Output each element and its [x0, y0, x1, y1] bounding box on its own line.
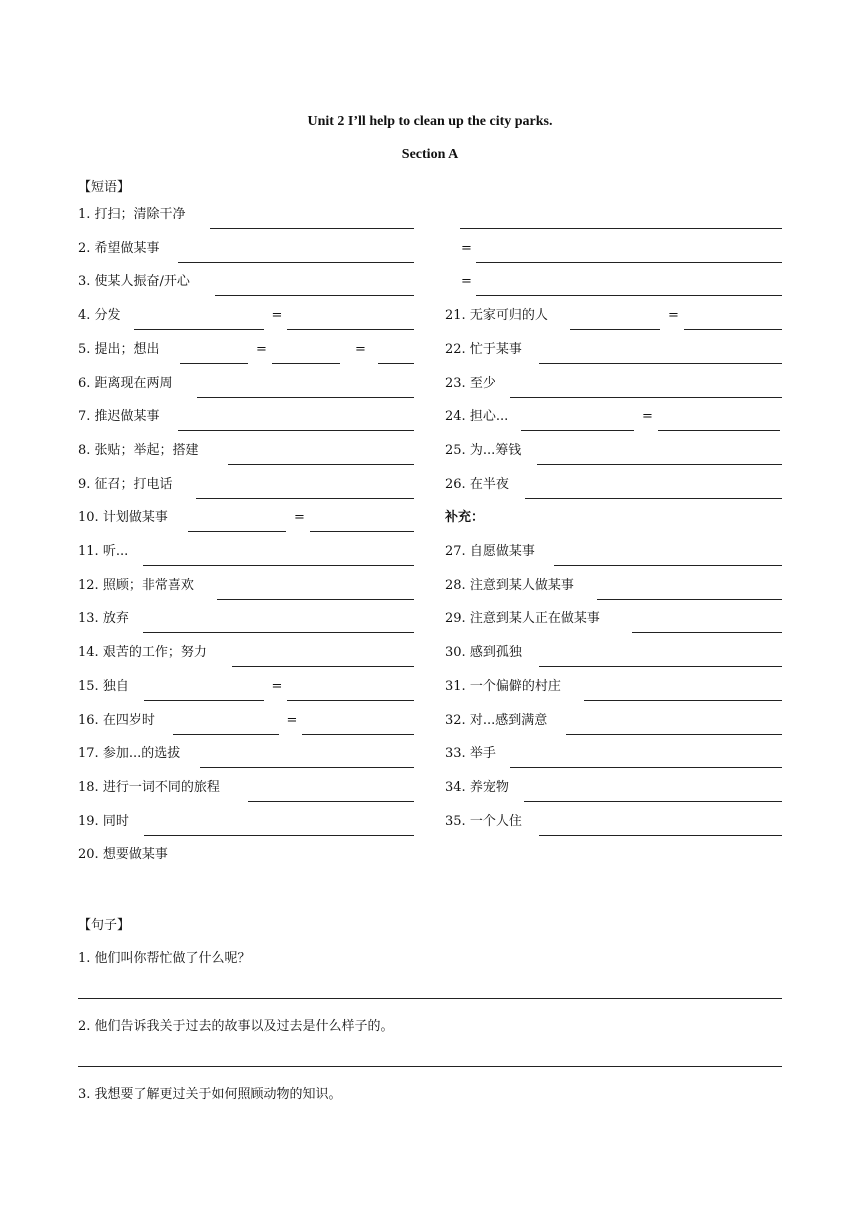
- answer-blank[interactable]: [287, 329, 414, 330]
- item-number: 29.: [445, 611, 466, 627]
- sentence-number: 2.: [78, 1019, 91, 1034]
- item-text: 分发: [90, 308, 121, 324]
- sentence-text: 他们叫你帮忙做了什么呢？: [94, 951, 251, 966]
- item-text: 张贴；举起；搭建: [90, 442, 199, 458]
- item-number: 22.: [445, 341, 466, 357]
- sentence-number: 1.: [78, 951, 91, 966]
- right-phrase-27: [445, 543, 535, 561]
- item-text: 放弃: [98, 611, 129, 627]
- left-phrase-13: [78, 610, 129, 628]
- item-number: 28.: [445, 577, 466, 593]
- right-phrase-25: [445, 442, 521, 460]
- sentence-text: 我想要了解更过关于如何照顾动物的知识。: [94, 1087, 342, 1102]
- left-phrase-20: [78, 846, 168, 864]
- item-text: 养宠物: [465, 779, 509, 795]
- item-number: 35.: [445, 813, 466, 829]
- answer-blank[interactable]: [272, 363, 340, 364]
- item-text: 无家可归的人: [465, 308, 548, 324]
- answer-blank[interactable]: [539, 363, 782, 364]
- answer-blank[interactable]: [248, 801, 414, 802]
- answer-blank[interactable]: [143, 632, 414, 633]
- answer-blank[interactable]: [658, 430, 780, 431]
- item-number: 14.: [78, 645, 99, 661]
- item-text: 同时: [98, 813, 129, 829]
- left-phrase-3: [78, 273, 190, 291]
- equals-sign: =: [461, 274, 472, 290]
- item-number: 32.: [445, 712, 466, 728]
- item-text: 忙于某事: [465, 341, 522, 357]
- left-phrase-5: [78, 341, 160, 359]
- page-title: Unit 2 I’ll help to clean up the city parks.: [307, 114, 553, 129]
- right-phrase-21: [445, 307, 548, 325]
- left-phrase-8: [78, 442, 199, 460]
- item-text: 担心...: [465, 409, 509, 425]
- item-number: 4.: [78, 308, 91, 324]
- answer-blank[interactable]: [178, 262, 414, 263]
- answer-blank[interactable]: [521, 430, 634, 431]
- item-text: 自愿做某事: [465, 544, 535, 559]
- item-text: 距离现在两周: [90, 375, 173, 391]
- item-text: 照顾；非常喜欢: [98, 577, 194, 593]
- item-text: 想要做某事: [98, 847, 168, 863]
- left-phrase-14: [78, 644, 207, 662]
- right-phrase-29: [445, 610, 600, 628]
- answer-blank[interactable]: [684, 329, 782, 330]
- answer-blank[interactable]: [178, 430, 414, 431]
- sentence-3: [78, 1086, 342, 1104]
- answer-blank[interactable]: [232, 666, 414, 667]
- answer-blank[interactable]: [525, 498, 782, 499]
- item-text: 提出；想出: [90, 341, 160, 357]
- answer-blank[interactable]: [200, 767, 414, 768]
- item-text: 一个偏僻的村庄: [465, 678, 561, 694]
- left-phrase-11: [78, 543, 128, 561]
- item-number: 13.: [78, 611, 99, 627]
- item-number: 12.: [78, 577, 99, 593]
- item-number: 8.: [78, 442, 91, 458]
- answer-blank[interactable]: [197, 397, 414, 398]
- answer-blank[interactable]: [476, 262, 782, 263]
- right-phrase-32: [445, 712, 547, 730]
- phrases-heading: 【短语】: [78, 180, 131, 195]
- item-text: 艰苦的工作；努力: [98, 645, 207, 661]
- right-phrase-30: [445, 644, 522, 662]
- equals-sign: =: [271, 308, 283, 324]
- right-phrase-34: [445, 779, 509, 797]
- item-number: 19.: [78, 813, 99, 829]
- item-number: 18.: [78, 779, 99, 795]
- answer-blank[interactable]: [524, 801, 782, 802]
- answer-blank[interactable]: [302, 734, 414, 735]
- item-text: 征召；打电话: [90, 476, 173, 492]
- answer-blank[interactable]: [215, 295, 414, 296]
- answer-blank[interactable]: [476, 295, 782, 296]
- answer-blank[interactable]: [180, 363, 248, 364]
- right-phrase-33: [445, 745, 496, 763]
- item-number: 5.: [78, 341, 91, 357]
- item-number: 3.: [78, 274, 91, 290]
- item-number: 27.: [445, 544, 466, 559]
- sentences-heading: 【句子】: [78, 918, 131, 933]
- equals-sign: =: [256, 341, 267, 357]
- left-phrase-1: [78, 206, 186, 224]
- answer-blank[interactable]: [196, 498, 414, 499]
- answer-blank[interactable]: [510, 767, 782, 768]
- item-number: 6.: [78, 375, 91, 391]
- item-number: 20.: [78, 847, 99, 863]
- item-number: 23.: [445, 375, 466, 391]
- left-phrase-7: [78, 408, 160, 426]
- item-text: 一个人住: [465, 813, 522, 829]
- item-number: 34.: [445, 779, 466, 795]
- sentence-2-answer-line[interactable]: [78, 1066, 782, 1067]
- answer-blank[interactable]: [310, 531, 414, 532]
- left-phrase-18: [78, 779, 220, 797]
- answer-blank[interactable]: [570, 329, 660, 330]
- left-phrase-19: [78, 813, 129, 831]
- item-text: 对...感到满意: [465, 712, 548, 728]
- item-number: 21.: [445, 308, 466, 324]
- right-phrase-28: [445, 577, 574, 595]
- answer-blank[interactable]: [537, 464, 782, 465]
- item-text: 注意到某人做某事: [465, 577, 574, 593]
- item-number: 9.: [78, 476, 91, 492]
- answer-blank[interactable]: [143, 565, 414, 566]
- right-phrase-24: [445, 408, 508, 426]
- item-text: 打扫；清除干净: [90, 207, 186, 222]
- section-title: Section A: [401, 147, 459, 162]
- item-text: 感到孤独: [465, 645, 522, 661]
- equals-sign: =: [355, 341, 366, 357]
- item-text: 为...筹钱: [465, 442, 522, 458]
- answer-blank[interactable]: [144, 700, 264, 701]
- item-text: 参加...的选拔: [98, 746, 181, 762]
- item-text: 在半夜: [465, 476, 509, 492]
- answer-blank[interactable]: [566, 734, 782, 735]
- item-text: 补充：: [445, 510, 485, 526]
- left-phrase-16: [78, 712, 155, 730]
- item-number: 17.: [78, 746, 99, 762]
- item-number: 7.: [78, 409, 91, 425]
- answer-blank[interactable]: [539, 835, 782, 836]
- right-phrase-label: [445, 509, 484, 527]
- sentence-text: 他们告诉我关于过去的故事以及过去是什么样子的。: [94, 1019, 394, 1034]
- answer-blank[interactable]: [134, 329, 264, 330]
- sentence-1: [78, 950, 251, 968]
- answer-blank[interactable]: [287, 700, 414, 701]
- item-text: 至少: [465, 375, 496, 391]
- right-phrase-22: [445, 341, 522, 359]
- item-text: 注意到某人正在做某事: [465, 611, 600, 627]
- item-number: 10.: [78, 510, 99, 526]
- equals-sign: =: [294, 510, 305, 526]
- item-text: 计划做某事: [98, 510, 168, 526]
- answer-blank[interactable]: [188, 531, 286, 532]
- item-text: 听...: [98, 544, 129, 559]
- left-phrase-4: [78, 307, 121, 325]
- item-text: 举手: [465, 746, 496, 762]
- answer-blank[interactable]: [584, 700, 782, 701]
- left-phrase-12: [78, 577, 194, 595]
- right-phrase-35: [445, 813, 522, 831]
- item-text: 独自: [98, 678, 129, 694]
- left-phrase-9: [78, 476, 173, 494]
- equals-sign: =: [642, 409, 653, 425]
- answer-blank[interactable]: [460, 228, 782, 229]
- right-phrase-31: [445, 678, 561, 696]
- answer-blank[interactable]: [597, 599, 782, 600]
- answer-blank[interactable]: [217, 599, 414, 600]
- item-number: 2.: [78, 240, 91, 256]
- left-phrase-6: [78, 375, 173, 393]
- answer-blank[interactable]: [173, 734, 279, 735]
- equals-sign: =: [461, 240, 472, 256]
- item-text: 在四岁时: [98, 712, 155, 728]
- item-number: 31.: [445, 678, 466, 694]
- item-text: 进行一词不同的旅程: [98, 779, 220, 795]
- equals-sign: =: [286, 712, 298, 728]
- item-number: 26.: [445, 476, 466, 492]
- sentence-1-answer-line[interactable]: [78, 998, 782, 999]
- equals-sign: =: [271, 678, 283, 694]
- answer-blank[interactable]: [144, 835, 414, 836]
- item-number: 16.: [78, 712, 99, 728]
- sentence-2: [78, 1018, 394, 1036]
- answer-blank[interactable]: [378, 363, 414, 364]
- answer-blank[interactable]: [510, 397, 782, 398]
- item-number: 11.: [78, 544, 99, 559]
- answer-blank[interactable]: [210, 228, 414, 229]
- item-number: 33.: [445, 746, 466, 762]
- item-number: 1.: [78, 207, 91, 222]
- right-phrase-26: [445, 476, 509, 494]
- item-text: 推迟做某事: [90, 409, 160, 425]
- item-number: 25.: [445, 442, 466, 458]
- right-phrase-23: [445, 375, 496, 393]
- equals-sign: =: [668, 308, 679, 324]
- left-phrase-15: [78, 678, 129, 696]
- left-phrase-17: [78, 745, 180, 763]
- item-text: 使某人振奋/开心: [90, 274, 190, 290]
- item-number: 24.: [445, 409, 466, 425]
- answer-blank[interactable]: [539, 666, 782, 667]
- sentence-number: 3.: [78, 1087, 91, 1102]
- item-text: 希望做某事: [90, 240, 160, 256]
- left-phrase-10: [78, 509, 168, 527]
- item-number: 15.: [78, 678, 99, 694]
- left-phrase-2: [78, 240, 160, 258]
- answer-blank[interactable]: [554, 565, 782, 566]
- item-number: 30.: [445, 645, 466, 661]
- answer-blank[interactable]: [228, 464, 414, 465]
- answer-blank[interactable]: [632, 632, 782, 633]
